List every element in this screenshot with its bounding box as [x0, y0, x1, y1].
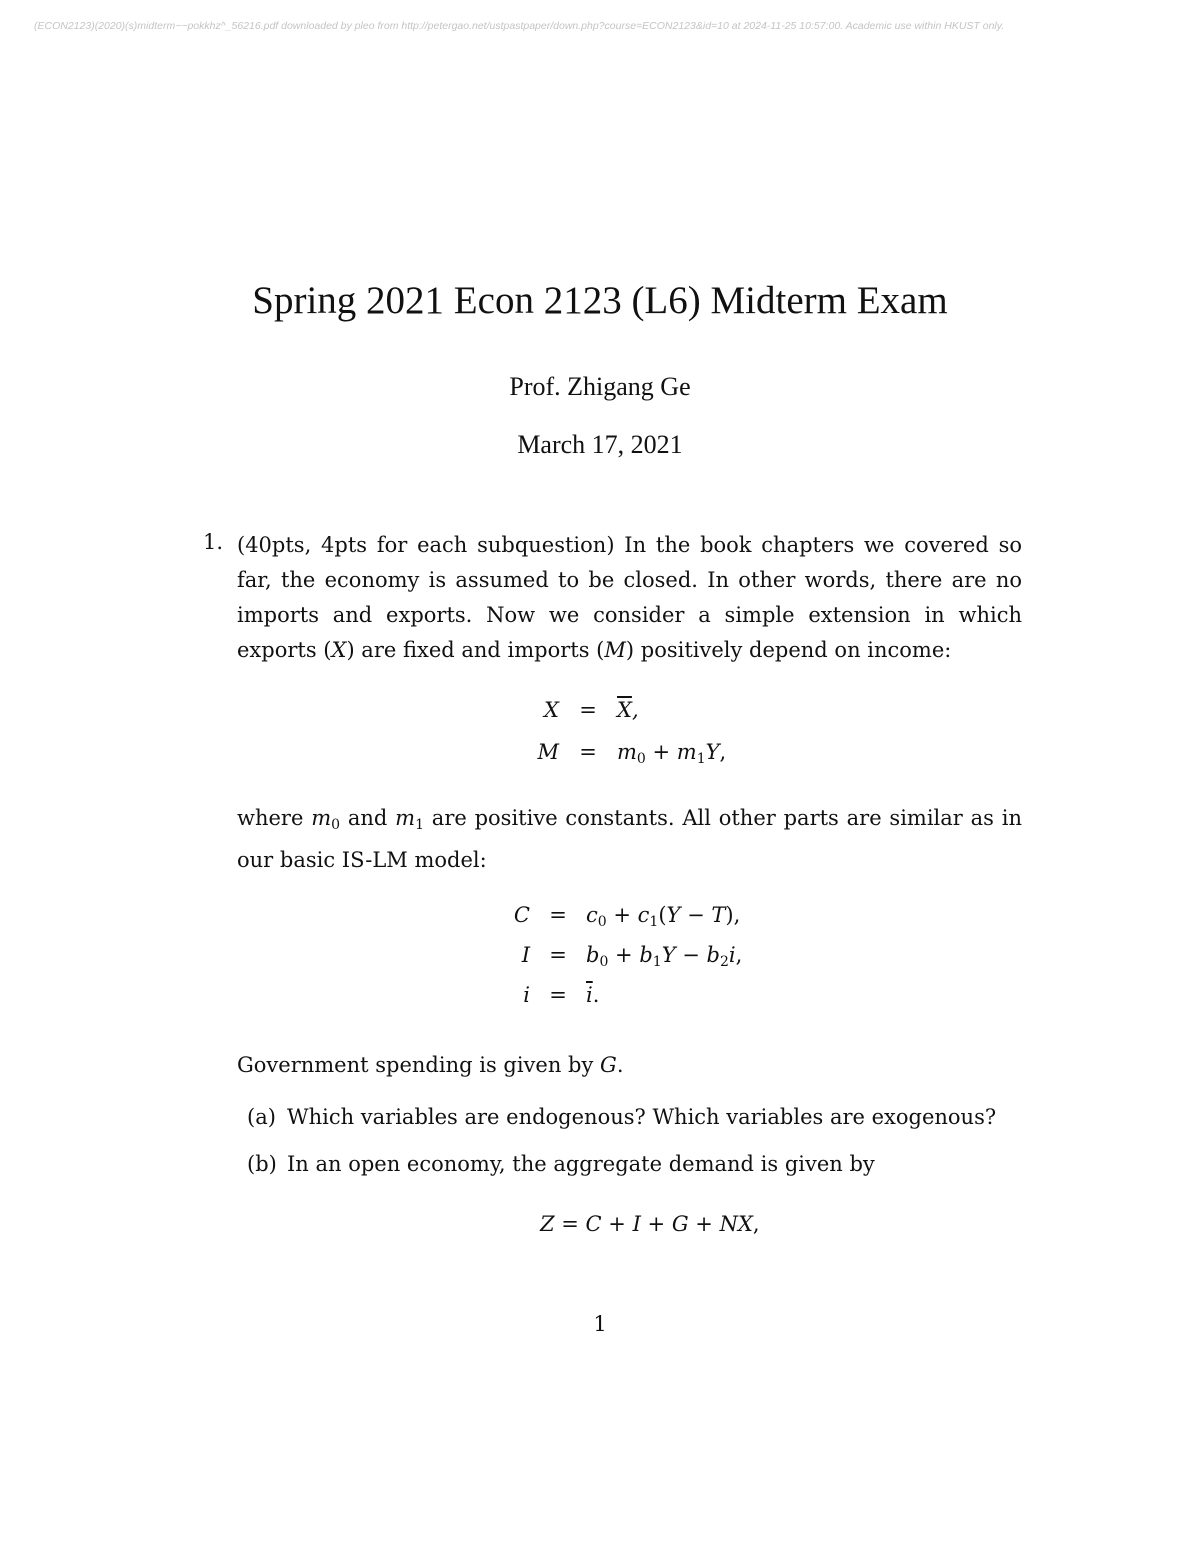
- equation-imports: $M = m_0 + m_1Y$,: [537, 740, 727, 767]
- model-text-1: where: [237, 806, 312, 830]
- subquestion-b: [247, 1147, 1037, 1182]
- government-spending-text: Government spending is given by G.: [237, 1053, 624, 1077]
- equation-investment: $I = b_0 + b_1Y - b_2i$,: [521, 943, 743, 970]
- subquestion-a: [247, 1100, 1037, 1135]
- subquestion-b-text: In an open economy, the aggregate demand is given by: [287, 1152, 875, 1176]
- government-var: G: [600, 1053, 617, 1077]
- exam-author: Prof. Zhigang Ge: [509, 372, 691, 401]
- question-1-model-text: where $m_0$ and $m_1$ are positive constants. All other parts are similar as in our basic IS-LM model:: [237, 806, 1022, 872]
- government-text: Government spending is given by: [237, 1053, 601, 1077]
- equation-aggregate-demand: Z = C + I + G + NX,: [540, 1212, 760, 1236]
- intro-text-2: ) are fixed and imports (: [346, 638, 605, 662]
- question-1-intro: [237, 528, 1022, 668]
- subquestion-b-label: (b): [247, 1152, 277, 1176]
- model-text-3: are positive constants. All other parts are similar as in our basic IS-LM model:: [237, 806, 1022, 872]
- intro-text-3: ) positively depend on income:: [625, 638, 952, 662]
- exam-title: Spring 2021 Econ 2123 (L6) Midterm Exam: [252, 279, 948, 322]
- equation-interest: $i = \overline{i}$.: [523, 983, 600, 1007]
- download-watermark: (ECON2123)(2020)(s)midterm~~pokkhz^_56216.pdf downloaded by pleo from http://petergao.net/ustpastpaper/down.php?course=ECON2123&id=10 at 2024-11-25 10:57:00. Academic use within HKUST only.: [34, 20, 1005, 32]
- subquestion-a-label: (a): [247, 1105, 276, 1129]
- exports-var: X: [331, 638, 347, 662]
- equation-exports: $X = \overline{X}$,: [544, 698, 639, 722]
- equation-consumption: $C = c_0 + c_1(Y - T)$,: [513, 903, 741, 930]
- subquestion-a-text: Which variables are endogenous? Which variables are exogenous?: [287, 1105, 997, 1129]
- imports-var: M: [604, 638, 626, 662]
- intro-text-1: (40pts, 4pts for each subquestion) In the book chapters we covered so far, the economy is assumed to be closed. In other words, there are no imports and exports. Now we consider a simple extension in which exports (: [237, 533, 1022, 662]
- model-text-2: and: [340, 806, 396, 830]
- question-1-number: 1.: [203, 530, 224, 554]
- exam-date: March 17, 2021: [517, 430, 683, 459]
- page-number: 1: [593, 1312, 607, 1336]
